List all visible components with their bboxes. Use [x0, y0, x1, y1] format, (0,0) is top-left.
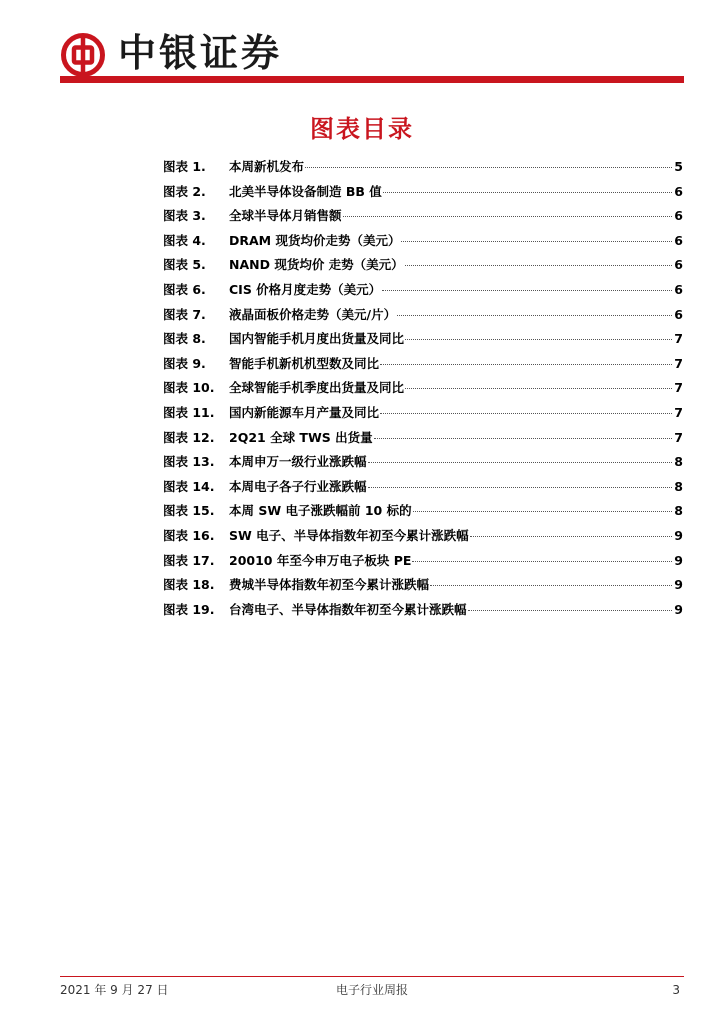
toc-dot-leader: [380, 413, 672, 414]
toc-dot-leader: [380, 364, 672, 365]
toc-entry[interactable]: [163, 477, 683, 502]
brand-name: 中银证券: [118, 30, 283, 75]
toc-entry-page: 8: [674, 478, 683, 494]
toc-entry-page: 9: [674, 552, 683, 568]
page-footer: [60, 981, 684, 1001]
toc-entry[interactable]: [163, 428, 683, 453]
toc-entry-title: CIS 价格月度走势（美元）: [229, 281, 382, 297]
toc-entry-title: 全球半导体月销售额: [229, 208, 342, 224]
toc-entry-page: 6: [674, 232, 683, 248]
toc-entry[interactable]: [163, 354, 683, 379]
toc-dot-leader: [430, 585, 672, 586]
toc-entry-label: 图表 1.: [163, 159, 206, 174]
toc-entry-label: 图表 19.: [163, 601, 215, 617]
toc-entry-label: 图表 14.: [163, 478, 215, 494]
toc-entry-title: 20010 年至今申万电子板块 PE: [229, 552, 412, 568]
toc-entry-title: 2Q21 全球 TWS 出货量: [229, 429, 373, 445]
toc-entry[interactable]: [163, 231, 683, 256]
toc-entry-page: 7: [674, 331, 683, 347]
toc-entry-label: 图表 8.: [163, 331, 206, 347]
toc-dot-leader: [405, 339, 672, 340]
toc-entry-label: 图表 15.: [163, 503, 215, 519]
toc-entry-page: 7: [674, 355, 683, 371]
toc-entry-label: 图表 13.: [163, 454, 215, 470]
toc-entry-label: 图表 3.: [163, 208, 206, 224]
toc-entry[interactable]: [163, 182, 683, 207]
toc-entry-page: 6: [674, 183, 683, 199]
toc-dot-leader: [468, 610, 672, 611]
toc-entry-title: 本周 SW 电子涨跌幅前 10 标的: [229, 503, 412, 519]
toc-entry-label: 图表 18.: [163, 577, 215, 593]
header-divider: [60, 76, 684, 83]
toc-entry[interactable]: [163, 206, 683, 231]
toc-entry[interactable]: [163, 551, 683, 576]
toc-entry-label: 图表 12.: [163, 429, 215, 445]
toc-entry-page: 6: [674, 257, 683, 273]
toc-dot-leader: [412, 561, 672, 562]
toc-entry-label: 图表 4.: [163, 232, 206, 248]
toc-entry-title: 台湾电子、半导体指数年初至今累计涨跌幅: [229, 601, 467, 617]
toc-entry-page: 8: [674, 503, 683, 519]
toc-entry-label: 图表 17.: [163, 552, 215, 568]
toc-entry-label: 图表 6.: [163, 281, 206, 297]
toc-entry-title: DRAM 现货均价走势（美元）: [229, 232, 401, 248]
footer-page-number: 3: [672, 983, 680, 997]
bank-of-china-logo-icon: [60, 32, 106, 78]
toc-entry[interactable]: [163, 600, 683, 625]
footer-date: 2021 年 9 月 27 日: [60, 983, 169, 997]
toc-entry-page: 7: [674, 404, 683, 420]
toc-entry-title: 全球智能手机季度出货量及同比: [229, 380, 405, 396]
toc-entry-label: 图表 16.: [163, 527, 215, 543]
footer-divider: [60, 976, 684, 977]
toc-entry-title: 本周电子各子行业涨跌幅: [229, 478, 367, 494]
toc-dot-leader: [405, 388, 672, 389]
toc-entry[interactable]: [163, 575, 683, 600]
toc-dot-leader: [343, 216, 672, 217]
toc-entry-page: 7: [674, 429, 683, 445]
toc-entry-title: 智能手机新机机型数及同比: [229, 355, 380, 371]
toc-entry-title: 国内智能手机月度出货量及同比: [229, 331, 405, 347]
toc-dot-leader: [383, 192, 672, 193]
toc-entry[interactable]: [163, 255, 683, 280]
toc-entry-title: NAND 现货均价 走势（美元）: [229, 257, 404, 273]
toc-entry-label: 图表 7.: [163, 306, 206, 322]
toc-dot-leader: [382, 290, 672, 291]
toc-entry-page: 6: [674, 281, 683, 297]
toc-entry-title: 国内新能源车月产量及同比: [229, 404, 380, 420]
toc-dot-leader: [374, 438, 672, 439]
toc-entry[interactable]: [163, 378, 683, 403]
toc-entry-label: 图表 11.: [163, 404, 215, 420]
toc-entry-page: 9: [674, 527, 683, 543]
toc-entry-title: 本周申万一级行业涨跌幅: [229, 454, 367, 470]
toc-entry-label: 图表 9.: [163, 355, 206, 371]
toc-dot-leader: [368, 487, 672, 488]
toc-entry[interactable]: [163, 329, 683, 354]
toc-entry-page: 9: [674, 601, 683, 617]
toc-entry-label: 图表 5.: [163, 257, 206, 273]
toc-entry[interactable]: [163, 526, 683, 551]
toc-entry-title: SW 电子、半导体指数年初至今累计涨跌幅: [229, 527, 469, 543]
toc-title: 图表目录: [310, 115, 414, 143]
toc-entry-page: 6: [674, 306, 683, 322]
toc-dot-leader: [305, 167, 672, 168]
toc-entry-page: 7: [674, 380, 683, 396]
toc-entry[interactable]: [163, 305, 683, 330]
toc-dot-leader: [368, 462, 672, 463]
toc-entry-title: 本周新机发布: [229, 159, 305, 174]
toc-entry-page: 5: [674, 159, 683, 174]
toc-dot-leader: [397, 315, 672, 316]
footer-report-type: 电子行业周报: [335, 983, 408, 997]
toc-dot-leader: [470, 536, 672, 537]
toc-list: [163, 157, 683, 624]
toc-entry[interactable]: [163, 280, 683, 305]
toc-entry-label: 图表 2.: [163, 183, 206, 199]
toc-entry-page: 9: [674, 577, 683, 593]
toc-dot-leader: [405, 265, 672, 266]
toc-entry-title: 液晶面板价格走势（美元/片）: [229, 306, 397, 322]
toc-dot-leader: [401, 241, 672, 242]
toc-entry[interactable]: [163, 157, 683, 182]
toc-entry-title: 北美半导体设备制造 BB 值: [229, 183, 382, 199]
toc-entry-title: 费城半导体指数年初至今累计涨跌幅: [229, 577, 430, 593]
toc-entry[interactable]: [163, 501, 683, 526]
toc-dot-leader: [413, 511, 672, 512]
toc-entry[interactable]: [163, 452, 683, 477]
toc-entry-page: 6: [674, 208, 683, 224]
toc-entry-label: 图表 10.: [163, 380, 215, 396]
toc-entry[interactable]: [163, 403, 683, 428]
toc-entry-page: 8: [674, 454, 683, 470]
